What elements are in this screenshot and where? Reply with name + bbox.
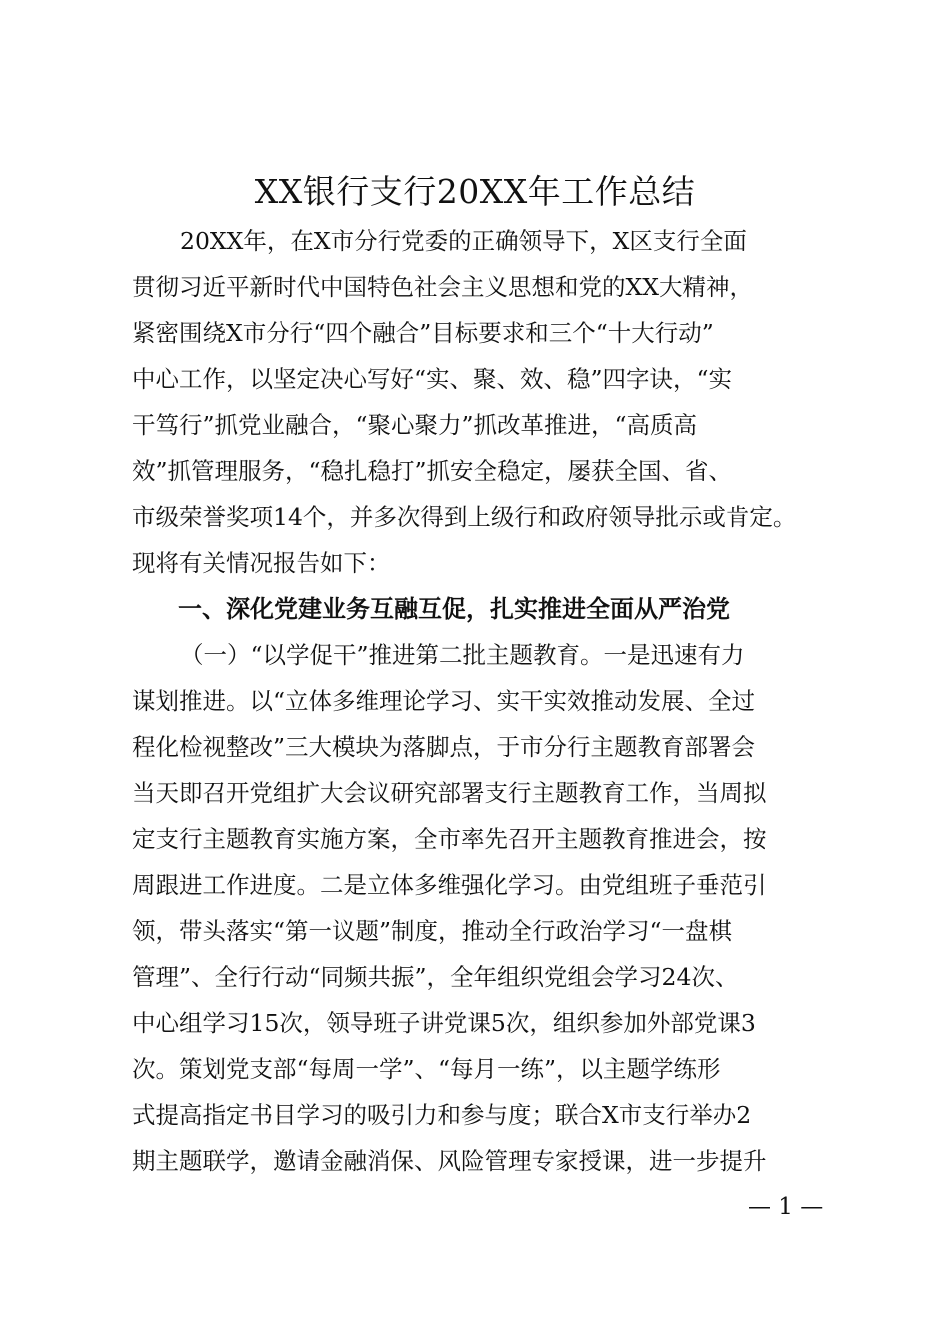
section-heading: 一、深化党建业务互融互促，扎实推进全面从严治党 [178,595,730,623]
intro-line: 效”抓管理服务，“稳扎稳打”抓安全稳定，屡获全国、省、 [132,457,733,485]
section-line: 期主题联学，邀请金融消保、风险管理专家授课，进一步提升 [132,1147,767,1175]
intro-line: 贯彻习近平新时代中国特色社会主义思想和党的XX大精神， [132,273,753,301]
section-line: 谋划推进。以“立体多维理论学习、实干实效推动发展、全过 [132,687,756,715]
intro-line: 干笃行”抓党业融合，“聚心聚力”抓改革推进，“高质高 [132,411,698,439]
section-line: 式提高指定书目学习的吸引力和参与度；联合X市支行举办2 [132,1101,752,1129]
intro-line: 20XX年，在X市分行党委的正确领导下，X区支行全面 [180,227,747,255]
section-line: （一）“以学促干”推进第二批主题教育。一是迅速有力 [180,641,745,669]
section-line: 定支行主题教育实施方案，全市率先召开主题教育推进会，按 [132,825,767,853]
document-title: XX银行支行20XX年工作总结 [254,172,696,211]
intro-line: 中心工作，以坚定决心写好“实、聚、效、稳”四字诀，“实 [132,365,733,393]
intro-line: 紧密围绕X市分行“四个融合”目标要求和三个“十大行动” [132,319,714,347]
intro-line: 现将有关情况报告如下： [132,549,391,577]
section-line: 次。策划党支部“每周一学”、“每月一练”，以主题学练形 [132,1055,721,1083]
section-line: 周跟进工作进度。二是立体多维强化学习。由党组班子垂范引 [132,871,767,899]
section-line: 中心组学习15次，领导班子讲党课5次，组织参加外部党课3 [132,1009,756,1037]
section-line: 领，带头落实“第一议题”制度，推动全行政治学习“一盘棋 [132,917,733,945]
section-line: 程化检视整改”三大模块为落脚点，于市分行主题教育部署会 [132,733,756,761]
section-line: 当天即召开党组扩大会议研究部署支行主题教育工作，当周拟 [132,779,767,807]
section-line: 管理”、全行行动“同频共振”，全年组织党组会学习24次、 [132,963,739,991]
page-number: — 1 — [748,1194,824,1220]
intro-line: 市级荣誉奖项14个，并多次得到上级行和政府领导批示或肯定。 [132,503,797,531]
